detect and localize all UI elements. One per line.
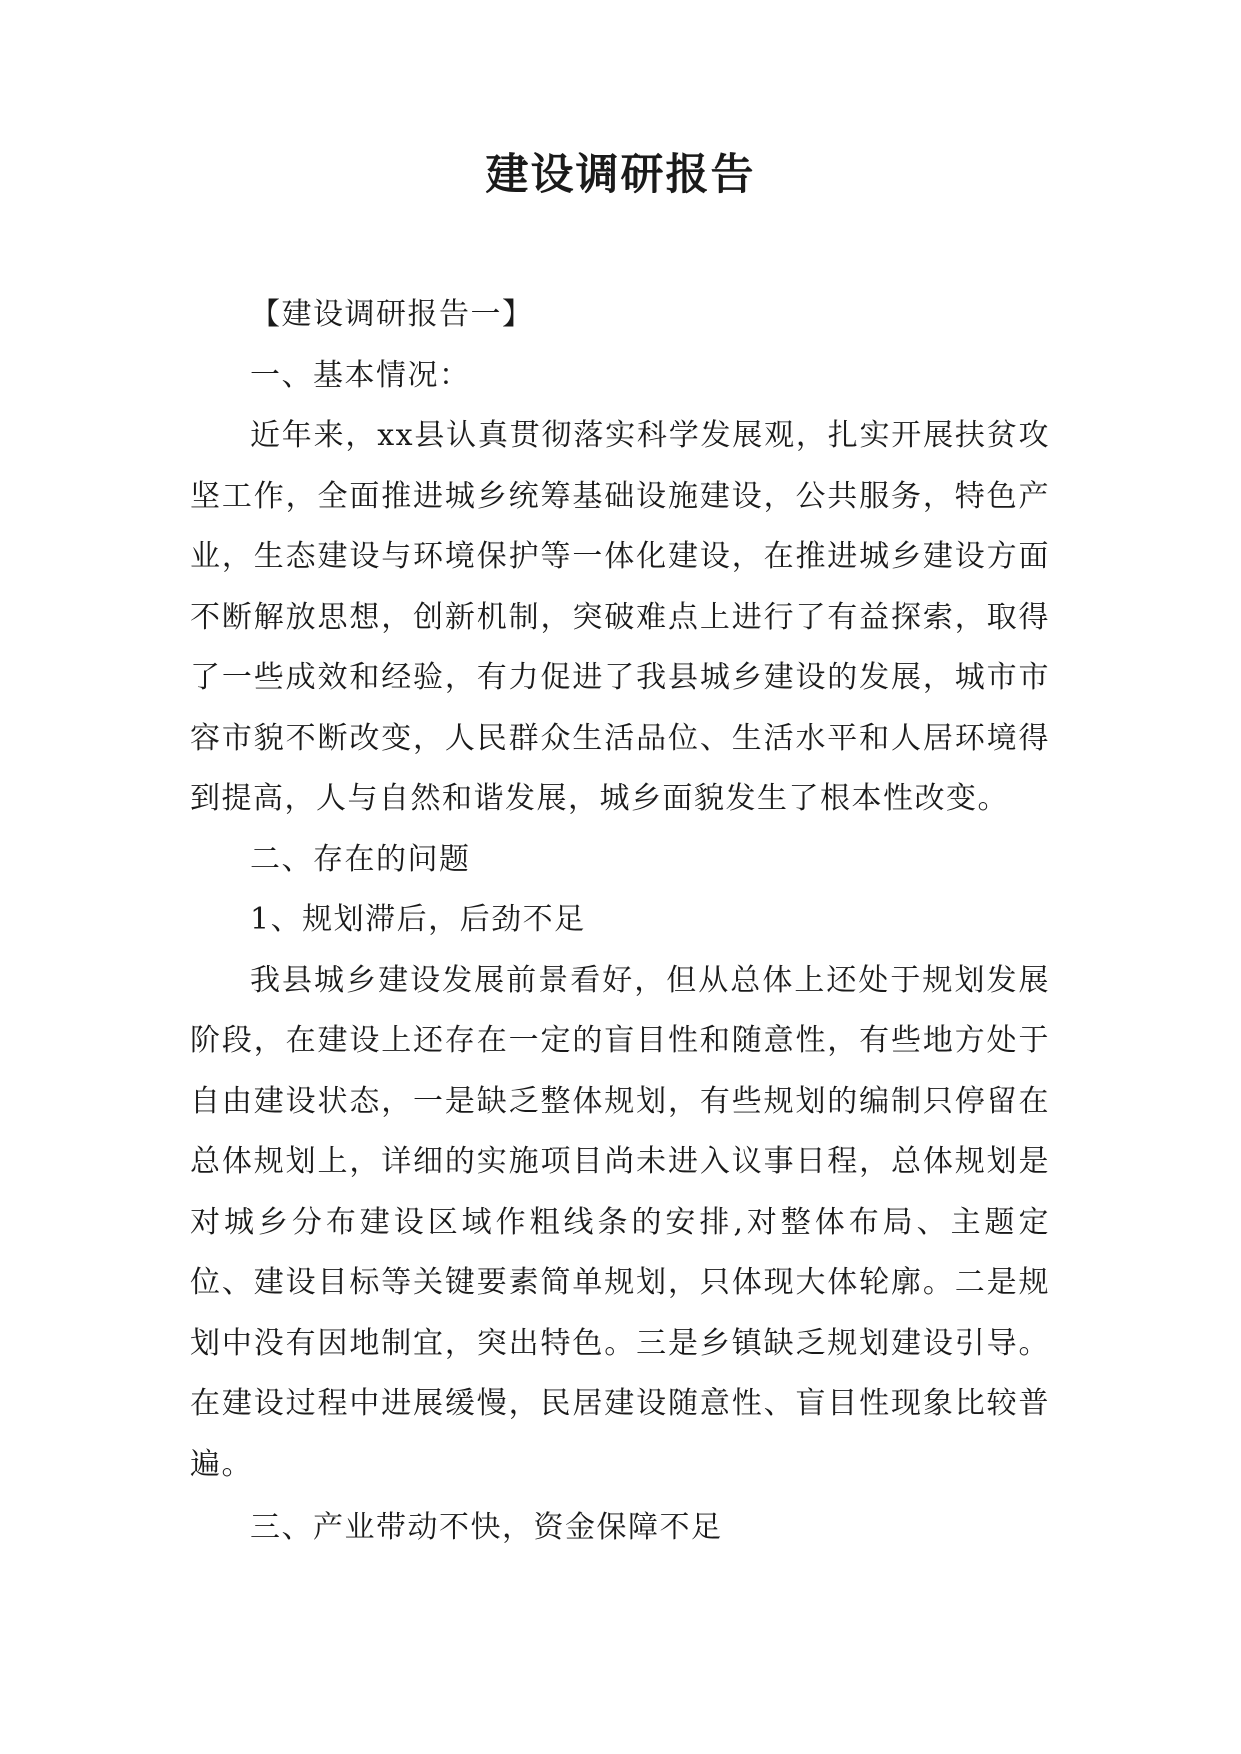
document-body	[190, 285, 1050, 1559]
subsection-heading: 二、存在的问题	[250, 841, 471, 877]
subsection-heading: 一、基本情况：	[250, 357, 471, 393]
body-paragraph: 我县城乡建设发展前景看好，但从总体上还处于规划发展阶段，在建设上还存在一定的盲目性和随意性，有些地方处于自由建设状态，一是缺乏整体规划，有些规划的编制只停留在总体规划上，详细的实施项目尚未进入议事日程，总体规划是对城乡分布建设区域作粗线条的安排,对整体布局、主题定位、建设目标等关键要素简单规划，只体现大体轮廓。二是规划中没有因地制宜，突出特色。三是乡镇缺乏规划建设引导。在建设过程中进展缓慢，民居建设随意性、盲目性现象比较普遍。	[190, 962, 1050, 1482]
section-heading: 【建设调研报告一】	[250, 297, 534, 332]
subsection-heading: 1、规划滞后，后劲不足	[250, 902, 586, 937]
subsection-heading: 三、产业带动不快，资金保障不足	[250, 1510, 723, 1545]
document-title: 建设调研报告	[485, 150, 756, 200]
body-paragraph: 近年来，xx县认真贯彻落实科学发展观，扎实开展扶贫攻坚工作，全面推进城乡统筹基础设施建设，公共服务，特色产业，生态建设与环境保护等一体化建设，在推进城乡建设方面不断解放思想，创新机制，突破难点上进行了有益探索，取得了一些成效和经验，有力促进了我县城乡建设的发展，城市市容市貌不断改变，人民群众生活品位、生活水平和人居环境得到提高，人与自然和谐发展，城乡面貌发生了根本性改变。	[190, 418, 1050, 816]
